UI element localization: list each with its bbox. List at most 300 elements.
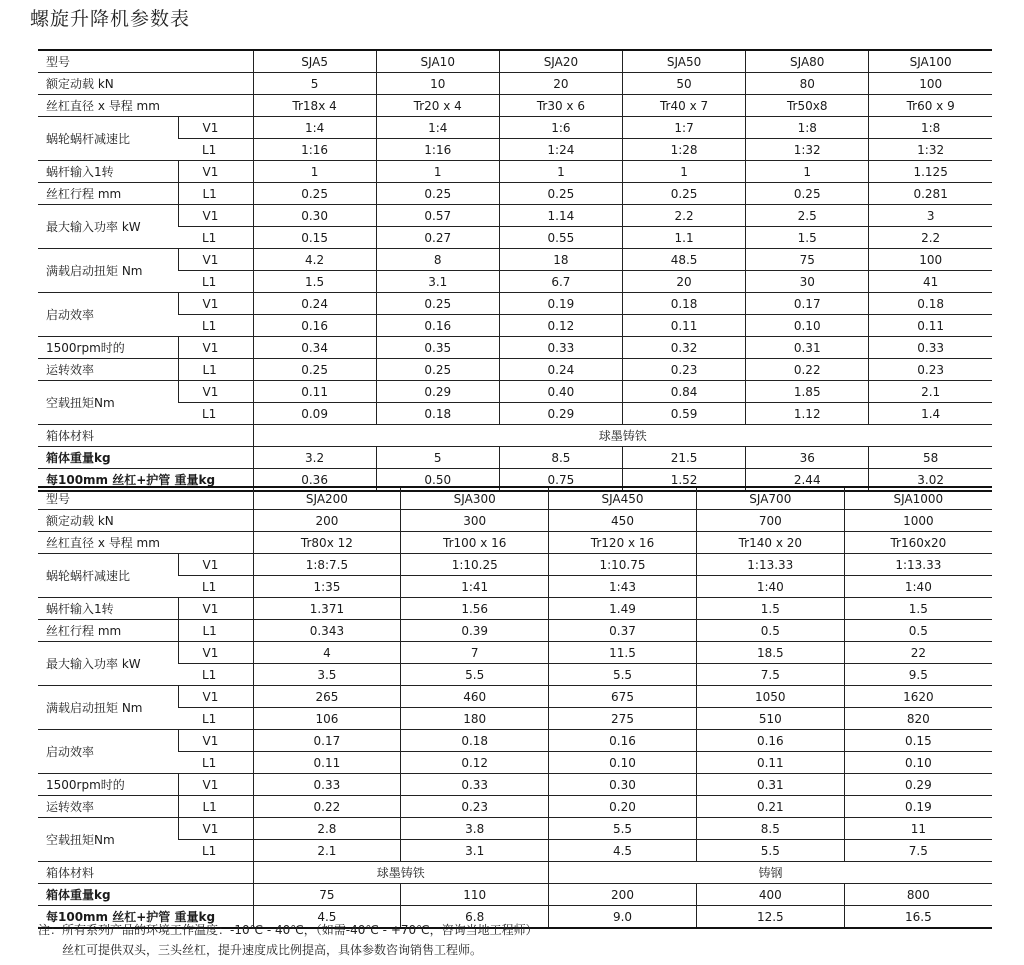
row-label: 蜗轮蜗杆减速比: [38, 554, 178, 598]
footnote-screw: 丝杠可提供双头，三头丝杠，提升速度成比例提高，具体参数咨询销售工程师。: [62, 943, 483, 957]
table-cell: 9.5: [844, 664, 992, 686]
row-label: 箱体材料: [38, 862, 253, 884]
variant-label: V1: [178, 249, 253, 271]
table-cell: SJA100: [869, 50, 992, 73]
table-cell: 1000: [844, 510, 992, 532]
table-cell: 1620: [844, 686, 992, 708]
table-cell: 0.22: [746, 359, 869, 381]
table-cell: 20: [622, 271, 745, 293]
table-cell: 0.17: [253, 730, 401, 752]
table-cell: 1:40: [844, 576, 992, 598]
variant-label: V1: [178, 205, 253, 227]
table-cell: 0.5: [696, 620, 844, 642]
table-cell: SJA50: [622, 50, 745, 73]
table-cell: Tr60 x 9: [869, 95, 992, 117]
row-label: 启动效率: [38, 293, 178, 337]
table-row: [38, 708, 992, 730]
footnote-temperature: 注：所有系列产品的环境工作温度：-10℃ - 40℃，（如需-40℃ - +70℃，咨询当地工程师）: [38, 923, 538, 937]
table-cell: 1.85: [746, 381, 869, 403]
variant-label: L1: [178, 139, 253, 161]
table-row: [38, 139, 992, 161]
table-row: [38, 862, 992, 884]
table-row: [38, 487, 992, 510]
material-cell: 球墨铸铁: [253, 425, 992, 447]
table-cell: 0.24: [253, 293, 376, 315]
table-cell: 820: [844, 708, 992, 730]
table-cell: 0.17: [746, 293, 869, 315]
table-cell: 5.5: [549, 664, 697, 686]
table-cell: 0.09: [253, 403, 376, 425]
table-cell: 5.5: [549, 818, 697, 840]
table-cell: 36: [746, 447, 869, 469]
table-row: [38, 315, 992, 337]
table-row: [38, 381, 992, 403]
table-row: [38, 403, 992, 425]
row-label: 额定动载 kN: [38, 73, 253, 95]
table-cell: 0.27: [376, 227, 499, 249]
table-cell: 2.8: [253, 818, 401, 840]
row-label: 1500rpm时的: [38, 337, 178, 359]
table-cell: 1:7: [622, 117, 745, 139]
variant-label: V1: [178, 554, 253, 576]
table-cell: 1.52: [622, 469, 745, 492]
table-row: [38, 620, 992, 642]
table-cell: 3.1: [376, 271, 499, 293]
table-cell: 18.5: [696, 642, 844, 664]
table-cell: 0.15: [844, 730, 992, 752]
table-row: [38, 664, 992, 686]
spec-table-1: [38, 49, 992, 492]
row-label: 丝杠行程 mm: [38, 183, 178, 205]
table-cell: 58: [869, 447, 992, 469]
table-cell: 0.25: [253, 183, 376, 205]
table-cell: 0.18: [376, 403, 499, 425]
table-cell: 5: [253, 73, 376, 95]
table-row: [38, 425, 992, 447]
table-cell: 1:10.25: [401, 554, 549, 576]
table-cell: 0.29: [844, 774, 992, 796]
table-cell: 1.56: [401, 598, 549, 620]
table-row: [38, 796, 992, 818]
table-cell: 0.25: [253, 359, 376, 381]
variant-label: L1: [178, 403, 253, 425]
table-cell: 0.24: [499, 359, 622, 381]
table-cell: 0.11: [622, 315, 745, 337]
table-cell: 1.4: [869, 403, 992, 425]
table-row: [38, 205, 992, 227]
table-cell: 0.39: [401, 620, 549, 642]
table-cell: SJA700: [696, 487, 844, 510]
table-cell: 400: [696, 884, 844, 906]
spec-table-2: [38, 486, 992, 929]
table-cell: 100: [869, 249, 992, 271]
table-cell: 0.25: [622, 183, 745, 205]
table-row: [38, 576, 992, 598]
table-cell: 1.5: [253, 271, 376, 293]
table-row: [38, 598, 992, 620]
table-cell: 12.5: [696, 906, 844, 929]
table-row: [38, 510, 992, 532]
variant-label: L1: [178, 664, 253, 686]
variant-label: V1: [178, 642, 253, 664]
table-cell: 3: [869, 205, 992, 227]
table-cell: 0.20: [549, 796, 697, 818]
variant-label: L1: [178, 183, 253, 205]
table-cell: 4.5: [253, 906, 401, 929]
table-cell: 8.5: [696, 818, 844, 840]
page-title: 螺旋升降机参数表: [30, 8, 191, 30]
table-cell: 0.5: [844, 620, 992, 642]
table-row: [38, 117, 992, 139]
row-label: 丝杠直径 x 导程 mm: [38, 532, 253, 554]
row-label: 满载启动扭矩 Nm: [38, 249, 178, 293]
table-cell: 0.10: [844, 752, 992, 774]
table-row: [38, 840, 992, 862]
table-cell: 0.15: [253, 227, 376, 249]
table-cell: Tr40 x 7: [622, 95, 745, 117]
table-cell: 300: [401, 510, 549, 532]
table-cell: 75: [746, 249, 869, 271]
table-cell: 2.44: [746, 469, 869, 492]
table-cell: 0.25: [376, 293, 499, 315]
table-cell: 0.84: [622, 381, 745, 403]
table-cell: 1: [499, 161, 622, 183]
table-cell: SJA1000: [844, 487, 992, 510]
row-label: 蜗轮蜗杆减速比: [38, 117, 178, 161]
table-cell: 5.5: [401, 664, 549, 686]
table-cell: 0.18: [622, 293, 745, 315]
table-cell: 0.33: [401, 774, 549, 796]
variant-label: L1: [178, 315, 253, 337]
table-row: [38, 227, 992, 249]
table-cell: Tr140 x 20: [696, 532, 844, 554]
table-cell: 0.37: [549, 620, 697, 642]
table-cell: 0.33: [869, 337, 992, 359]
table-cell: 2.5: [746, 205, 869, 227]
table-cell: 7.5: [844, 840, 992, 862]
table-cell: 0.10: [746, 315, 869, 337]
row-label: 满载启动扭矩 Nm: [38, 686, 178, 730]
table-cell: 0.30: [253, 205, 376, 227]
variant-label: L1: [178, 359, 253, 381]
table-row: [38, 774, 992, 796]
table-cell: 0.36: [253, 469, 376, 492]
table-cell: Tr80x 12: [253, 532, 401, 554]
table-cell: 0.33: [253, 774, 401, 796]
table-cell: 0.11: [869, 315, 992, 337]
table-row: [38, 337, 992, 359]
material-cell: 球墨铸铁: [253, 862, 549, 884]
table-cell: 0.18: [401, 730, 549, 752]
table-cell: 1:35: [253, 576, 401, 598]
table-cell: Tr20 x 4: [376, 95, 499, 117]
table-cell: 106: [253, 708, 401, 730]
table-cell: 450: [549, 510, 697, 532]
variant-label: V1: [178, 730, 253, 752]
table-cell: 0.25: [746, 183, 869, 205]
table-cell: 180: [401, 708, 549, 730]
table-cell: 0.25: [499, 183, 622, 205]
table-cell: 110: [401, 884, 549, 906]
table-row: [38, 293, 992, 315]
table-cell: 0.19: [499, 293, 622, 315]
table-cell: 11: [844, 818, 992, 840]
table-cell: 1.371: [253, 598, 401, 620]
variant-label: L1: [178, 752, 253, 774]
table-cell: SJA10: [376, 50, 499, 73]
table-cell: 0.12: [499, 315, 622, 337]
table-cell: 11.5: [549, 642, 697, 664]
table-cell: 0.29: [499, 403, 622, 425]
table-cell: 0.50: [376, 469, 499, 492]
table-cell: 1.49: [549, 598, 697, 620]
table-cell: 4.2: [253, 249, 376, 271]
table-row: [38, 359, 992, 381]
row-label: 最大输入功率 kW: [38, 205, 178, 249]
table-cell: 41: [869, 271, 992, 293]
table-row: [38, 271, 992, 293]
table-cell: SJA200: [253, 487, 401, 510]
table-cell: 50: [622, 73, 745, 95]
variant-label: V1: [178, 818, 253, 840]
table-cell: SJA20: [499, 50, 622, 73]
table-cell: 1.14: [499, 205, 622, 227]
table-cell: 1:40: [696, 576, 844, 598]
table-cell: 0.55: [499, 227, 622, 249]
table-cell: 1:32: [746, 139, 869, 161]
table-cell: 1:13.33: [696, 554, 844, 576]
table-cell: 0.11: [253, 752, 401, 774]
variant-label: V1: [178, 686, 253, 708]
table-cell: SJA80: [746, 50, 869, 73]
table-cell: 3.02: [869, 469, 992, 492]
table-cell: 3.1: [401, 840, 549, 862]
table-cell: 1:24: [499, 139, 622, 161]
table-cell: 22: [844, 642, 992, 664]
table-cell: 0.11: [253, 381, 376, 403]
row-label: 运转效率: [38, 796, 178, 818]
table-cell: 20: [499, 73, 622, 95]
table-cell: 1:8:7.5: [253, 554, 401, 576]
table-cell: 0.16: [253, 315, 376, 337]
table-cell: 75: [253, 884, 401, 906]
table-cell: 0.25: [376, 183, 499, 205]
row-label: 丝杠行程 mm: [38, 620, 178, 642]
table-cell: 0.29: [376, 381, 499, 403]
variant-label: V1: [178, 293, 253, 315]
table-cell: 1:13.33: [844, 554, 992, 576]
table-cell: 1:4: [253, 117, 376, 139]
table-cell: 0.30: [549, 774, 697, 796]
table-cell: 1: [622, 161, 745, 183]
table-cell: 5: [376, 447, 499, 469]
table-cell: 510: [696, 708, 844, 730]
table-row: [38, 50, 992, 73]
table-row: [38, 752, 992, 774]
table-cell: Tr50x8: [746, 95, 869, 117]
table-cell: 0.22: [253, 796, 401, 818]
table-cell: 275: [549, 708, 697, 730]
table-cell: 675: [549, 686, 697, 708]
table-cell: 0.57: [376, 205, 499, 227]
table-cell: 0.11: [696, 752, 844, 774]
table-cell: 3.2: [253, 447, 376, 469]
table-cell: 1:6: [499, 117, 622, 139]
table-cell: 200: [549, 884, 697, 906]
table-cell: 0.281: [869, 183, 992, 205]
row-label: 每100mm 丝杠+护管 重量kg: [38, 469, 253, 492]
row-label: 型号: [38, 50, 253, 73]
table-cell: 1: [253, 161, 376, 183]
table-cell: 0.25: [376, 359, 499, 381]
row-label: 蜗杆输入1转: [38, 598, 178, 620]
table-cell: 8: [376, 249, 499, 271]
table-cell: 0.21: [696, 796, 844, 818]
row-label: 1500rpm时的: [38, 774, 178, 796]
table-cell: 1.12: [746, 403, 869, 425]
table-cell: 1:10.75: [549, 554, 697, 576]
variant-label: V1: [178, 161, 253, 183]
row-label: 空载扭矩Nm: [38, 381, 178, 425]
table-cell: 9.0: [549, 906, 697, 929]
table-cell: 1:8: [746, 117, 869, 139]
table-cell: 6.7: [499, 271, 622, 293]
table-row: [38, 884, 992, 906]
table-cell: 10: [376, 73, 499, 95]
table-cell: 1050: [696, 686, 844, 708]
table-cell: 1.125: [869, 161, 992, 183]
table-cell: 3.8: [401, 818, 549, 840]
table-cell: 0.18: [869, 293, 992, 315]
table-cell: SJA450: [549, 487, 697, 510]
row-label: 最大输入功率 kW: [38, 642, 178, 686]
table-cell: 0.23: [401, 796, 549, 818]
table-row: [38, 249, 992, 271]
table-cell: 0.23: [869, 359, 992, 381]
variant-label: V1: [178, 337, 253, 359]
table-cell: 0.40: [499, 381, 622, 403]
variant-label: L1: [178, 620, 253, 642]
table-cell: 1.5: [844, 598, 992, 620]
table-cell: 1:28: [622, 139, 745, 161]
table-cell: 0.19: [844, 796, 992, 818]
table-cell: 0.31: [746, 337, 869, 359]
table-cell: 1:16: [253, 139, 376, 161]
table-cell: Tr120 x 16: [549, 532, 697, 554]
row-label: 蜗杆输入1转: [38, 161, 178, 183]
material-cell: 铸钢: [549, 862, 992, 884]
table-cell: 0.75: [499, 469, 622, 492]
row-label: 每100mm 丝杠+护管 重量kg: [38, 906, 253, 929]
table-cell: 80: [746, 73, 869, 95]
table-cell: 2.2: [869, 227, 992, 249]
table-cell: 4.5: [549, 840, 697, 862]
table-row: [38, 554, 992, 576]
table-cell: 18: [499, 249, 622, 271]
table-cell: 0.33: [499, 337, 622, 359]
table-cell: 0.16: [549, 730, 697, 752]
row-label: 箱体重量kg: [38, 447, 253, 469]
row-label: 箱体材料: [38, 425, 253, 447]
table-cell: 1: [746, 161, 869, 183]
table-cell: 0.35: [376, 337, 499, 359]
table-cell: 1:41: [401, 576, 549, 598]
table-cell: 21.5: [622, 447, 745, 469]
table-cell: Tr100 x 16: [401, 532, 549, 554]
variant-label: V1: [178, 117, 253, 139]
table-row: [38, 447, 992, 469]
table-cell: SJA5: [253, 50, 376, 73]
table-row: [38, 95, 992, 117]
table-cell: 1: [376, 161, 499, 183]
table-cell: 100: [869, 73, 992, 95]
table-row: [38, 73, 992, 95]
table-cell: 1.1: [622, 227, 745, 249]
table-cell: 5.5: [696, 840, 844, 862]
table-cell: SJA300: [401, 487, 549, 510]
variant-label: L1: [178, 271, 253, 293]
table-cell: Tr30 x 6: [499, 95, 622, 117]
table-row: [38, 730, 992, 752]
table-cell: 0.343: [253, 620, 401, 642]
table-cell: 1:8: [869, 117, 992, 139]
table-cell: 0.34: [253, 337, 376, 359]
variant-label: L1: [178, 576, 253, 598]
footnotes: [38, 920, 538, 960]
row-label: 启动效率: [38, 730, 178, 774]
table-cell: 48.5: [622, 249, 745, 271]
variant-label: V1: [178, 598, 253, 620]
variant-label: L1: [178, 796, 253, 818]
table-cell: 1:4: [376, 117, 499, 139]
table-cell: 1:16: [376, 139, 499, 161]
table-cell: 1:43: [549, 576, 697, 598]
table-cell: 0.31: [696, 774, 844, 796]
table-cell: 2.2: [622, 205, 745, 227]
table-cell: 700: [696, 510, 844, 532]
table-cell: 200: [253, 510, 401, 532]
table-cell: 7.5: [696, 664, 844, 686]
table-cell: 0.16: [696, 730, 844, 752]
table-cell: 265: [253, 686, 401, 708]
variant-label: L1: [178, 227, 253, 249]
table-cell: 0.10: [549, 752, 697, 774]
variant-label: V1: [178, 774, 253, 796]
table-cell: 8.5: [499, 447, 622, 469]
table-cell: Tr18x 4: [253, 95, 376, 117]
table-cell: 0.59: [622, 403, 745, 425]
variant-label: V1: [178, 381, 253, 403]
row-label: 型号: [38, 487, 253, 510]
table-row: [38, 818, 992, 840]
row-label: 丝杠直径 x 导程 mm: [38, 95, 253, 117]
table-cell: 0.23: [622, 359, 745, 381]
table-cell: 0.16: [376, 315, 499, 337]
row-label: 运转效率: [38, 359, 178, 381]
table-cell: 460: [401, 686, 549, 708]
table-cell: 1.5: [746, 227, 869, 249]
table-cell: 0.12: [401, 752, 549, 774]
table-cell: 30: [746, 271, 869, 293]
table-cell: 1:32: [869, 139, 992, 161]
row-label: 空载扭矩Nm: [38, 818, 178, 862]
variant-label: L1: [178, 840, 253, 862]
table-cell: 4: [253, 642, 401, 664]
table-cell: 2.1: [869, 381, 992, 403]
row-label: 额定动载 kN: [38, 510, 253, 532]
table-row: [38, 686, 992, 708]
table-cell: 3.5: [253, 664, 401, 686]
